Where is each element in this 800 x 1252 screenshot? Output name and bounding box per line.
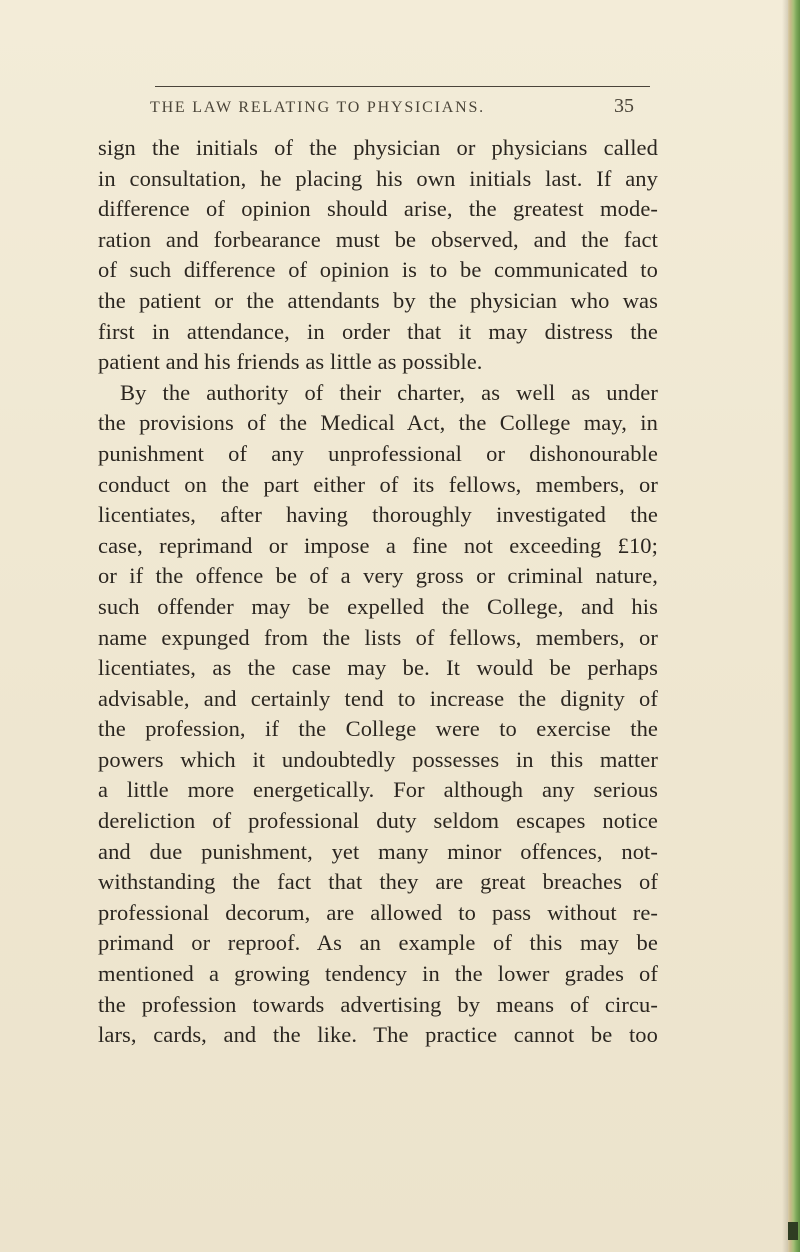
text-line: powers which it undoubtedly possesses in this matter [98,746,658,772]
book-binding-edge [788,0,800,1252]
body-text [98,133,658,1051]
text-line: case, reprimand or impose a fine not exceeding £10; [98,532,658,558]
text-line: advisable, and certainly tend to increase the dignity of [98,685,658,711]
text-line: withstanding the fact that they are great breaches of [98,869,658,895]
text-line: licentiates, after having thoroughly investigated the [98,502,658,528]
text-line: name expunged from the lists of fellows, members, or [98,624,658,650]
page-corner-mark [788,1222,798,1240]
text-line: primand or reproof. As an example of this may be [98,930,658,956]
text-line: the provisions of the Medical Act, the College may, in [98,410,658,436]
text-line: first in attendance, in order that it may distress the [98,318,658,344]
text-line: By the authority of their charter, as well as under [120,379,658,405]
text-line: the patient or the attendants by the physician who was [98,287,658,313]
header-rule [155,86,650,87]
text-line: the profession, if the College were to exercise the [98,716,658,742]
text-line: mentioned a growing tendency in the lower grades of [98,961,658,987]
text-line: sign the initials of the physician or physicians called [98,135,658,160]
text-line: or if the offence be of a very gross or criminal nature, [98,563,658,589]
text-line: ration and forbearance must be observed, and the fact [98,226,658,252]
text-line: conduct on the part either of its fellows, members, or [98,471,658,497]
text-line: and due punishment, yet many minor offences, not- [98,838,658,864]
text-line: licentiates, as the case may be. It would be perhaps [98,655,658,681]
text-line: in consultation, he placing his own initials last. If any [98,165,658,191]
text-line: the profession towards advertising by means of circu- [98,991,658,1017]
text-line: dereliction of professional duty seldom escapes notice [98,808,658,834]
text-line: such offender may be expelled the College, and his [98,593,658,619]
text-line: punishment of any unprofessional or dishonourable [98,440,658,466]
text-line: professional decorum, are allowed to pass without re- [98,899,658,925]
text-line: of such difference of opinion is to be communicated to [98,257,658,283]
text-line: difference of opinion should arise, the greatest mode- [98,196,658,222]
text-line: a little more energetically. For although any serious [98,777,658,803]
text-line: patient and his friends as little as possible. [98,349,483,375]
running-title: THE LAW RELATING TO PHYSICIANS. [150,99,485,116]
page-number: 35 [614,95,634,117]
text-line: lars, cards, and the like. The practice cannot be too [98,1022,658,1048]
